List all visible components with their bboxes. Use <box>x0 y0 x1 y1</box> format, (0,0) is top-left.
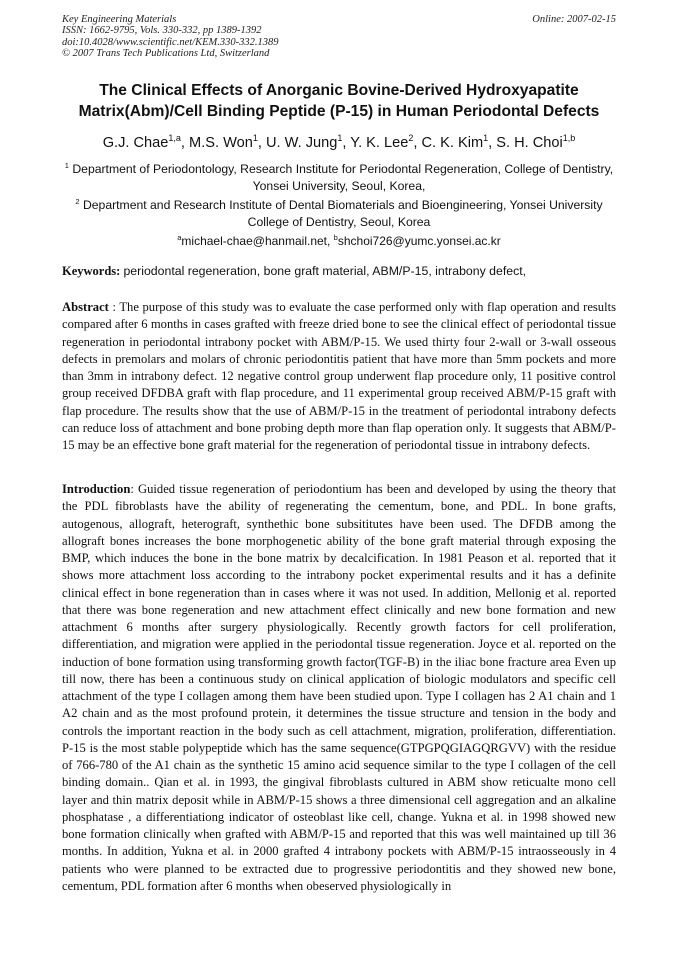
affiliation-1: $^1$ Department of Periodontology, Research Institute for Periodontal Regeneration, College of Dentistry, Yonsei University, Seoul, Korea, <box>64 161 614 194</box>
author-emails: $^a$michael-chae@hanmail.net, $^b$shchoi726@yumc.yonsei.ac.kr <box>177 233 501 248</box>
introduction-paragraph <box>62 481 616 895</box>
author: U. W. Jung$^1$, <box>265 133 351 151</box>
author: G.J. Chae$^{1,a}$, <box>102 133 190 151</box>
author-list <box>40 129 638 152</box>
author: S. H. Choi$^{1,b}$ <box>496 133 576 151</box>
keywords-line <box>62 263 616 280</box>
introduction-text: : Guided tissue regeneration of periodontium has been and developed by using the theory that the PDL fibroblasts have the ability of regenerating the cementum, bone, and PDL. In bone grafts, autogenous, allograft, heterograft, synthethic bone subsititutes have been used. The DFDB among the allograft bones increases the bone morphogenetic ability of the bone graft material through exposing the BMP, which induces the bone in the bone matrix by decalcification. In 1981 Peason et al. reported that it shows more attachment loss according to the intrabony pocket experimental results and it has a definite clinical effect in bone regeneration than in cases where it was not used. In addition, Mellonig et al. reported that there was bone regeneration and new attachment effect clinically and new bone formation and new attachment 6 months after surgery physiologically. Recently growth factors for cell proliferation, differentiation, and migration were applied in the periodontal tissue regeneration. Joyce et al. reported on the induction of bone formation using transforming growth factor(TGF-B) in the iliac bone fracture area Even up till now, there has been a continuous study on clinical application of biologic modulators and specific cell attachment of the type I collagen among them have been studied upon. Type I collagen has 2 A1 chain and 1 A2 chain and as the most profound protein, it determines the tissue structure and tension in the body and controls the important reaction in the body such as cell attachment, migration, proliferation, differentiation. P-15 is the most stable polypeptide which has the same sequence(GTPGPQGIAGQRGVV) with the residue of 766-780 of the A1 chain as the synthetic 15 amino acid sequence similar to the type I collagen of the cell binding domain.. Qian et al. in 1993, the gingival fibroblasts cultured in ABM show reticualte mono cell layer and thin matrix deposit while in ABM/P-15 shows a three dimensional cell aggregation and an alkaline phosphatase , a differentiationg indicator of osteoblast like cell, change. Yukna et al. in 1998 showed new bone formation clinically when grafted with ABM/P-15 and reported that this was well maintained up till 36 months. In addition, Yukna et al. in 2000 grafted 4 intrabony pockets with ABM/P-15 intraosseously in 4 patients who were planned to be extracted due to progressive periodontitis and they showed new bone, cementum, PDL formation after 6 months when obeserved physiologically in <box>62 482 616 893</box>
keywords-label: Keywords: <box>62 264 121 278</box>
email-link[interactable]: shchoi726@yumc.yonsei.ac.kr <box>337 234 501 248</box>
abstract-label: Abstract <box>62 300 109 314</box>
introduction-label: Introduction <box>62 482 131 496</box>
email-link[interactable]: michael-chae@hanmail.net, <box>181 234 334 248</box>
author: C. K. Kim$^1$, <box>421 133 497 151</box>
journal-header <box>62 14 616 60</box>
online-date: Online: 2007-02-15 <box>532 14 616 25</box>
paper-title: The Clinical Effects of Anorganic Bovine-Derived Hydroxyapatite Matrix(Abm)/Cell Binding Peptide (P-15) in Human Periodontal Defects <box>78 82 600 120</box>
copyright-line: © 2007 Trans Tech Publications Ltd, Switzerland <box>62 48 270 60</box>
abstract-text: : The purpose of this study was to evaluate the case performed only with flap operation and results compared after 6 months in cases grafted with freeze dried bone to see the clinical effect of periodontal tissue regeneration in periodontal intrabony pocket with ABM/P-15. We used thirty four 2-wall or 3-wall osseous defects in premolars and molars of chronic periodontitis patient that have more than 5mm pockets and more than 3mm in intrabony defect. 12 negative control group underwent flap procedure only, 11 positive control group received DFDBA graft with flap procedure, and 11 experimental group received ABM/P-15 graft with flap procedure. The results show that the use of ABM/P-15 in the treatment of periodontal intrabony defects can reduce loss of attachment and bone probing depth more than flap operation only. It suggests that ABM/P-15 may be an effective bone graft material for the regeneration of periodontal tissue in intrabony defects. <box>62 300 616 452</box>
journal-name: Key Engineering Materials <box>62 14 177 25</box>
doi-line: doi:10.4028/www.scientific.net/KEM.330-332.1389 <box>62 36 279 48</box>
affiliation-2: $^2$ Department and Research Institute of Dental Biomaterials and Bioengineering, Yonsei University College of Dentistry, Seoul, Korea <box>75 197 603 230</box>
author: M.S. Won$^1$, <box>189 133 266 151</box>
issn-line: ISSN: 1662-9795, Vols. 330-332, pp 1389-1392 <box>62 25 262 37</box>
keywords-text: periodontal regeneration, bone graft material, ABM/P-15, intrabony defect, <box>123 264 527 278</box>
author: Y. K. Lee$^2$, <box>350 133 422 151</box>
abstract-paragraph <box>62 299 616 454</box>
